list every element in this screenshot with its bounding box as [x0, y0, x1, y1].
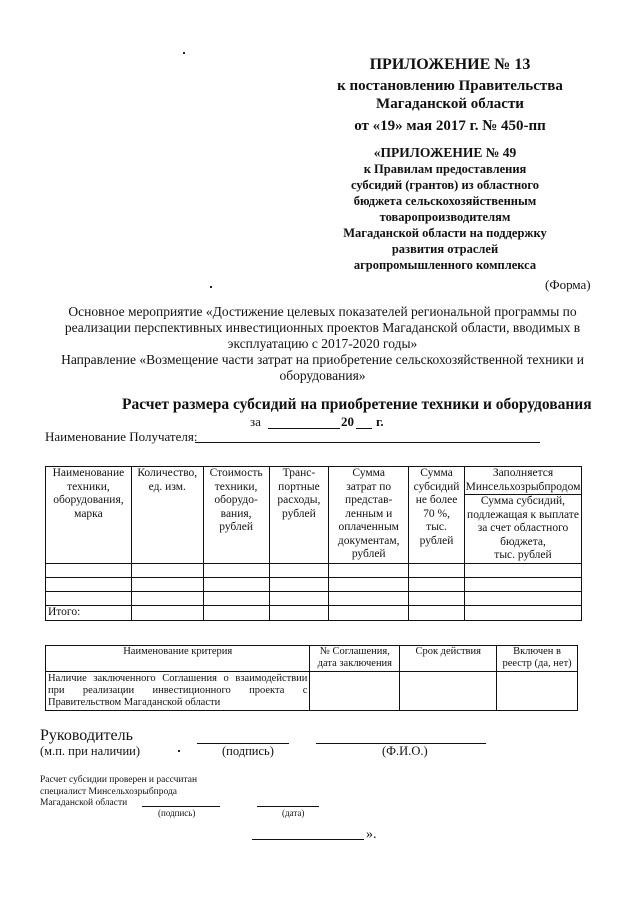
appendix-title: ПРИЛОЖЕНИЕ № 13: [369, 56, 531, 73]
intro-line: реализации перспективных инвестиционных проектов Магаданской области, вводимых в: [64, 320, 581, 335]
criteria-table: [45, 645, 578, 711]
sub-appendix-line: товаропроизводителям: [379, 210, 511, 224]
direction-line: оборудования»: [279, 368, 366, 383]
direction-line: Направление «Возмещение части затрат на приобретение сельскохозяйственной техники и: [61, 352, 584, 367]
recipient-label: Наименование Получателя:: [45, 429, 198, 444]
scan-dot: [183, 52, 185, 54]
period-prefix: за: [250, 414, 261, 429]
period-year-field[interactable]: [356, 428, 372, 429]
table-row: [46, 578, 582, 592]
period-year: 20: [341, 414, 354, 429]
col-header-name: Наименование техники, оборудования, марка: [46, 467, 132, 564]
sub-appendix-line: к Правилам предоставления: [363, 162, 527, 176]
fio-caption: (Ф.И.О.): [382, 744, 428, 758]
sub-appendix-line: бюджета сельскохозяйственным: [353, 194, 537, 208]
col-group-ministry: Заполняется Минсельхозрыбпродом: [465, 467, 581, 493]
recipient-field[interactable]: [195, 442, 540, 443]
criteria-row-text: Наличие заключенного Соглашения о взаимодействии при реализации инвестиционного проекта с Правительством Магаданской области: [46, 672, 310, 711]
sub-appendix-line: развития отраслей: [391, 242, 499, 256]
specialist-sign-caption: (подпись): [158, 808, 196, 818]
check-block: [40, 775, 197, 810]
sign-caption: (подпись): [222, 744, 274, 758]
criteria-header-validity: Срок действия: [400, 646, 497, 672]
sub-appendix-line: «ПРИЛОЖЕНИЕ № 49: [373, 145, 517, 160]
closing-field[interactable]: [252, 839, 364, 840]
scan-dot: [178, 750, 180, 752]
col-header-cost: Стоимость техники, оборудо- вания, рублей: [203, 467, 269, 564]
table-row: [46, 564, 582, 578]
total-row: [46, 606, 582, 621]
sub-appendix-line: субсидий (грантов) из областного: [350, 178, 540, 192]
col-header-transport: Транс- портные расходы, рублей: [269, 467, 329, 564]
intro-line: эксплуатацию с 2017-2020 годы»: [227, 336, 418, 351]
specialist-date-caption: (дата): [282, 808, 305, 818]
specialist-sign-field[interactable]: [142, 806, 220, 807]
intro-line: Основное мероприятие «Достижение целевых показателей региональной программы по: [68, 304, 577, 319]
resolution-date-number: от «19» мая 2017 г. № 450-пп: [354, 118, 546, 134]
specialist-date-field[interactable]: [257, 806, 319, 807]
period-suffix: г.: [376, 414, 384, 429]
form-label: (Форма): [545, 277, 591, 292]
head-label: Руководитель: [40, 727, 133, 744]
seal-caption: (м.п. при наличии): [40, 744, 140, 758]
criteria-header-agreement: № Соглашения, дата заключения: [310, 646, 400, 672]
region-line: Магаданской области: [376, 96, 524, 112]
sub-appendix-block: [300, 145, 590, 273]
period-day-field[interactable]: [268, 428, 340, 429]
check-line: специалист Минсельхозрыбпрода: [40, 786, 178, 797]
included-cell[interactable]: [497, 672, 578, 711]
form-title: Расчет размера субсидий на приобретение техники и оборудования: [122, 396, 592, 413]
agreement-cell[interactable]: [310, 672, 400, 711]
validity-cell[interactable]: [400, 672, 497, 711]
criteria-header-included: Включен в реестр (да, нет): [497, 646, 578, 672]
resolution-line: к постановлению Правительства: [337, 78, 563, 94]
col-header-subsidy: Сумма субсидий не более 70 %, тыс. рублей: [409, 467, 465, 564]
scan-dot: [210, 286, 212, 288]
check-line: Расчет субсидии проверен и рассчитан: [40, 775, 198, 785]
col-header-expenses: Сумма затрат по представ- ленным и оплаченным документам, рублей: [329, 467, 409, 564]
col-header-payable: Сумма субсидий, подлежащая к выплате за счет областного бюджета, тыс. рублей: [464, 495, 581, 564]
total-label: Итого:: [46, 606, 132, 621]
table-row: [46, 592, 582, 606]
sub-appendix-line: Магаданской области на поддержку: [343, 226, 547, 240]
intro-paragraph: [40, 304, 605, 384]
sub-appendix-line: агропромышленного комплекса: [353, 258, 537, 272]
check-line: Магаданской области: [40, 798, 128, 808]
calc-table: [45, 466, 582, 621]
closing-mark: ».: [366, 827, 377, 842]
col-header-quantity: Количество, ед. изм.: [131, 467, 203, 564]
criteria-header-name: Наименование критерия: [46, 646, 310, 672]
